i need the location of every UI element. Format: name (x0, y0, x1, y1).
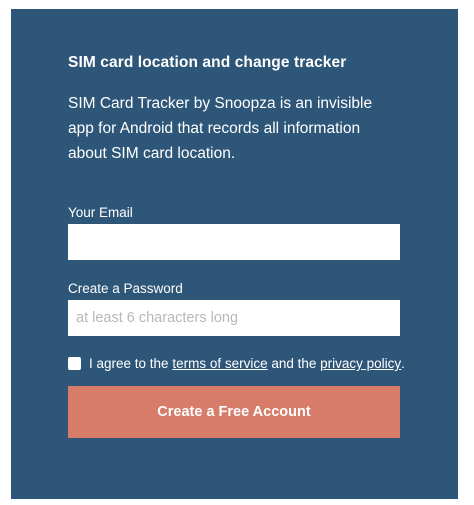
signup-panel (11, 9, 458, 499)
password-field[interactable] (68, 300, 400, 336)
agree-middle-text: and the (267, 356, 321, 371)
privacy-policy-link[interactable]: privacy policy (320, 356, 402, 371)
signup-heading: SIM card location and change tracker (68, 54, 347, 71)
agree-prefix-text: I agree to the (89, 356, 173, 371)
password-label: Create a Password (68, 281, 183, 296)
agree-checkbox[interactable] (68, 357, 81, 370)
email-label: Your Email (68, 205, 133, 220)
terms-of-service-link[interactable]: terms of service (172, 356, 268, 371)
email-field[interactable] (68, 224, 400, 260)
agree-suffix-text: . (401, 356, 405, 371)
signup-intro-text: SIM Card Tracker by Snoopza is an invisible app for Android that records all information about SIM card location. (68, 95, 373, 162)
create-account-button[interactable]: Create a Free Account (68, 386, 400, 438)
terms-agreement-row (68, 356, 405, 371)
